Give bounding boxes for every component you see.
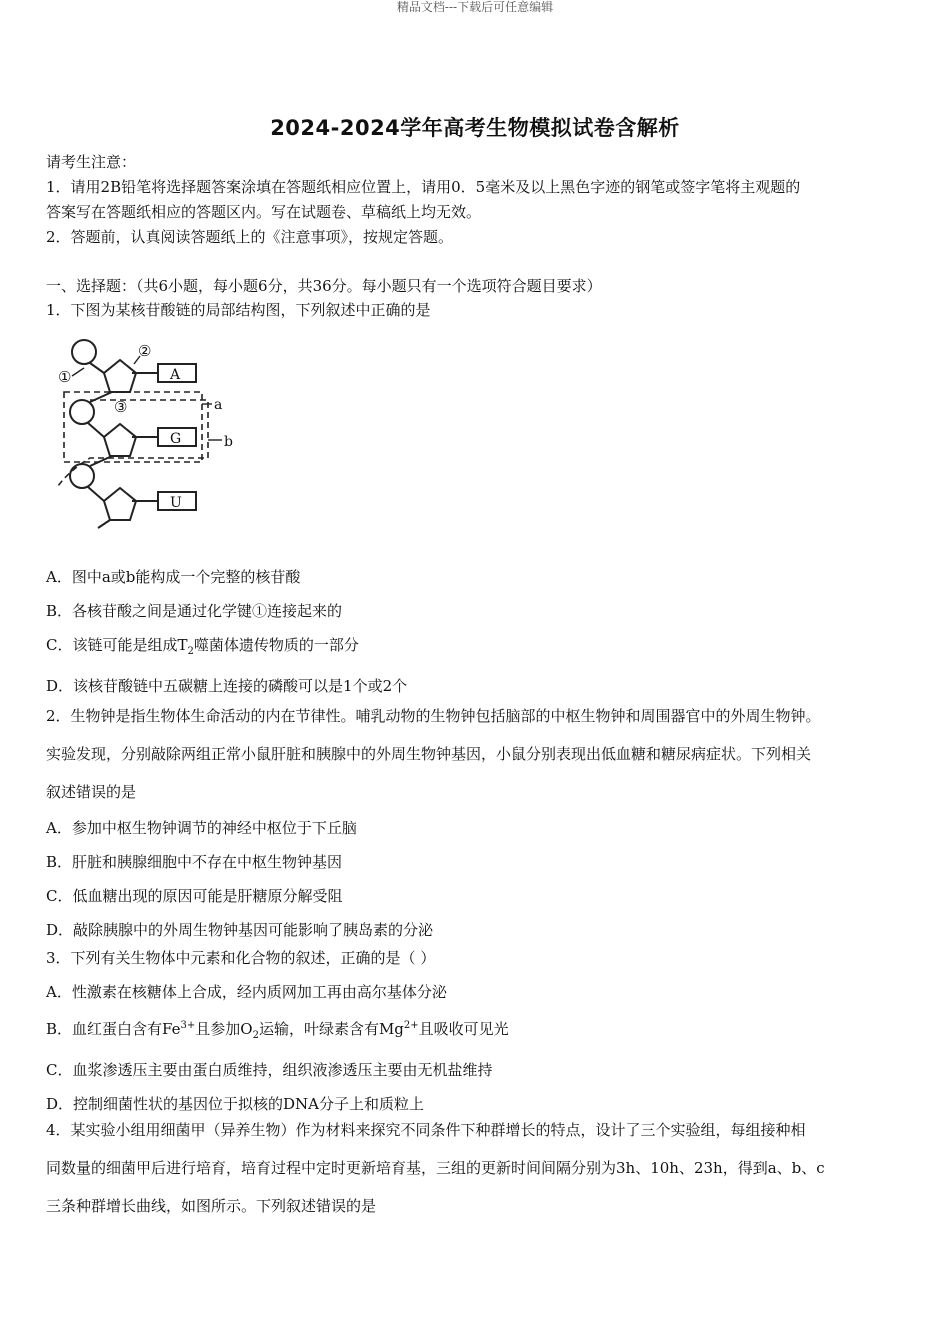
q1-option-c-text: C．该链可能是组成T [46,636,188,654]
base-label-g: G [170,431,182,447]
q2-option-d: D．敲除胰腺中的外周生物钟基因可能影响了胰岛素的分泌 [46,921,434,939]
q1-stem: 1．下图为某核苷酸链的局部结构图，下列叙述中正确的是 [46,301,431,319]
phosphate-circle [70,464,94,488]
sugar-pentagon [104,360,136,392]
q3-option-d: D．控制细菌性状的基因位于拟核的DNA分子上和质粒上 [46,1095,425,1113]
q3-option-b-sup2: 2+ [403,1020,419,1031]
q4-block [46,1111,908,1225]
q3-option-c: C．血浆渗透压主要由蛋白质维持，组织液渗透压主要由无机盐维持 [46,1061,493,1079]
diagram-label-1: ① [58,368,72,386]
notice-item-1b: 答案写在答题纸相应的答题区内。写在试题卷、草稿纸上均无效。 [46,203,482,221]
q4-stem-1: 4．某实验小组用细菌甲（异养生物）作为材料来探究不同条件下种群增长的特点，设计了三个实验组，每组接种相 [46,1121,806,1139]
sugar-pentagon [104,488,136,520]
notice-block [46,150,908,250]
base-label-a: A [170,367,181,383]
notice-item-1a: 1．请用2B铅笔将选择题答案涂填在答题纸相应位置上，请用0．5毫米及以上黑色字迹的钢笔或签字笔将主观题的 [46,178,801,196]
nucleotide-chain-diagram [50,330,260,530]
q1-option-d: D．该核苷酸链中五碳糖上连接的磷酸可以是1个或2个 [46,677,408,695]
page-title: 2024-2024学年高考生物模拟试卷含解析 [270,116,680,140]
q3-option-b-t1: B．血红蛋白含有Fe [46,1020,181,1038]
q2-option-b: B．肝脏和胰腺细胞中不存在中枢生物钟基因 [46,853,343,871]
phosphate-circle [72,340,96,364]
q3-stem: 3．下列有关生物体中元素和化合物的叙述，正确的是（ ） [46,949,436,967]
q1-option-b: B．各核苷酸之间是通过化学键①连接起来的 [46,602,343,620]
q3-option-b-sub: 2 [252,1030,259,1041]
q2-stem-3: 叙述错误的是 [46,783,137,801]
q3-option-b-t4: 且吸收可见光 [418,1020,509,1038]
diagram-label-a: a [214,397,223,413]
q3-option-b-sup1: 3+ [180,1020,196,1031]
q2-option-c: C．低血糖出现的原因可能是肝糖原分解受阻 [46,887,343,905]
q1-option-c-text2: 噬菌体遗传物质的一部分 [193,636,359,654]
q2-stem-1: 2．生物钟是指生物体生命活动的内在节律性。哺乳动物的生物钟包括脑部的中枢生物钟和周围器官中的外周生物钟。 [46,707,821,725]
q3-option-a: A．性激素在核糖体上合成，经内质网加工再由高尔基体分泌 [46,983,447,1001]
q1-option-a: A．图中a或b能构成一个完整的核苷酸 [46,568,301,586]
diagram-label-2: ② [138,342,152,360]
sugar-pentagon [104,424,136,456]
q4-stem-2: 同数量的细菌甲后进行培育，培育过程中定时更新培育基，三组的更新时间间隔分别为3h、10h、23h，得到a、b、c [46,1159,825,1177]
notice-item-2: 2．答题前，认真阅读答题纸上的《注意事项》，按规定答题。 [46,228,454,246]
q1-option-c-sub: 2 [187,646,194,657]
diagram-label-3: ③ [114,398,128,416]
notice-heading: 请考生注意： [46,153,137,171]
q2-block [46,697,908,947]
q1-option-c [46,628,908,669]
diagram-label-b: b [224,434,233,450]
q4-stem-3: 三条种群增长曲线，如图所示。下列叙述错误的是 [46,1197,377,1215]
q3-block [46,941,908,1121]
q2-stem-2: 实验发现，分别敲除两组正常小鼠肝脏和胰腺中的外周生物钟基因，小鼠分别表现出低血糖和糖尿病症状。下列相关 [46,745,812,763]
q3-option-b [46,1009,908,1053]
phosphate-circle [70,400,94,424]
q1-options [46,560,908,703]
base-label-u: U [170,495,182,511]
section-heading: 一、选择题：（共6小题，每小题6分，共36分。每小题只有一个选项符合题目要求） [46,277,602,295]
q2-option-a: A．参加中枢生物钟调节的神经中枢位于下丘脑 [46,819,357,837]
header-note: 精品文档---下载后可任意编辑 [396,0,554,14]
q3-option-b-t2: 且参加O [195,1020,253,1038]
q3-option-b-t3: 运输，叶绿素含有Mg [258,1020,404,1038]
